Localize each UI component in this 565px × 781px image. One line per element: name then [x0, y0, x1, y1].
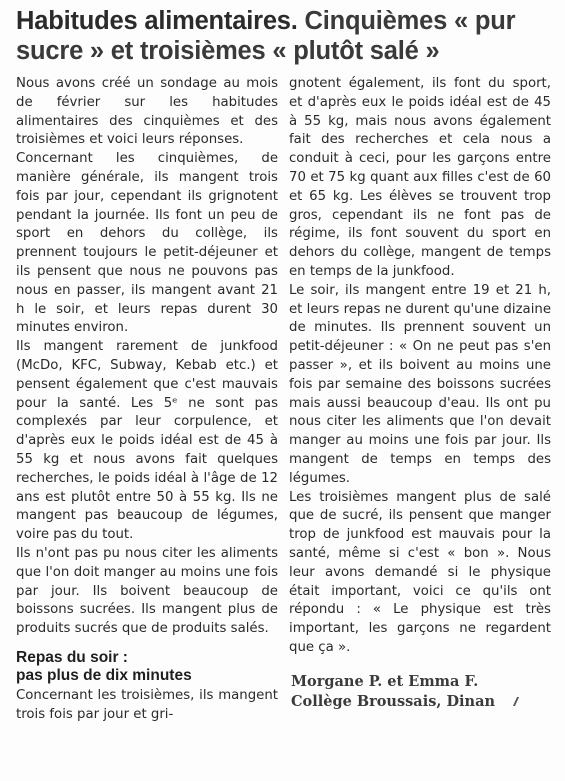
column-right: [289, 75, 551, 725]
pen-mark-icon: [503, 697, 519, 706]
headline-kicker: Habitudes alimentaires.: [16, 7, 298, 35]
signature-school-text: Collège Broussais, Dinan: [291, 692, 496, 710]
section-subhead: [16, 649, 278, 685]
paragraph-soir: Le soir, ils mangent entre 19 et 21 h, et leurs repas ne durent qu'une dizaine de minutes. Ils prennent souvent un petit-déjeuner : « On ne peut pas s'en passer », et ils boivent au moins une fois par semaine des boissons sucrées mais aussi beaucoup d'eau. Ils ont pu nous citer les aliments que l'on devait manger au moins une fois par jour. Ils mangent de temps en temps des légumes.: [289, 282, 551, 486]
paragraph-cinquiemes: Concernant les cinquièmes, de manière générale, ils mangent trois fois par jour, cependant ils grignotent pendant la journée. Ils font un peu de sport en dehors du collège, ils prennent toujours le petit-déjeuner et ils pensent que nous ne pouvons pas nous en passer, ils mangent avant 21 h le soir, et leurs repas durent 30 minutes environ.: [16, 151, 278, 336]
signature-authors: Morgane P. et Emma F.: [291, 672, 479, 690]
paragraph-aliments: Ils n'ont pas pu nous citer les aliments que l'on doit manger au moins une fois par jour. Ils boivent beaucoup de boissons sucrées. Ils mangent plus de produits sucrés que de produits salés.: [16, 545, 278, 637]
author-signature: [291, 672, 551, 712]
paragraph-troisiemes-start: Concernant les troisièmes, ils mangent trois fois par jour et gri-: [16, 687, 278, 722]
paragraph-troisiemes-continued: gnotent également, ils font du sport, et d'après eux le poids idéal est de 45 à 55 kg, mais nous avons également fait des recherches et cela nous a conduit à ceci, pour les garçons entre 70 et 75 kg quant aux filles c'est de 60 et 65 kg. Les élèves se trouvent trop gros, cependant ils ne font pas de régime, ils font souvent du sport en dehors du collège, mangent de temps en temps de la junkfood.: [289, 76, 551, 279]
article-columns: [16, 75, 551, 725]
article-headline: [16, 6, 551, 66]
paragraph-junkfood: Ils mangent rarement de junkfood (McDo, KFC, Subway, Kebab etc.) et pensent également que c'est mauvais pour la santé. Les 5ᵉ ne sont pas complexés par leur corpulence, et d'après eux le poids idéal est de 45 à 55 kg et nous avons fait quelques recherches, le poids idéal à l'âge de 12 ans est plutôt entre 50 à 55 kg. Ils ne mangent pas beaucoup de légumes, voire pas du tout.: [16, 339, 278, 543]
signature-school: [291, 692, 551, 712]
subhead-line-1: Repas du soir :: [16, 648, 128, 666]
paragraph-sale: Les troisièmes mangent plus de salé que de sucré, ils pensent que manger trop de junkfood est mauvais pour la santé, même si c'est « bon ». Nous leur avons demandé si le physique était important, voici ce qu'ils ont répondu : « Le physique est très important, les garçons ne regardent que ça ».: [289, 489, 551, 655]
intro-paragraph: Nous avons créé un sondage au mois de février sur les habitudes alimentaires des cinquièmes et des troisièmes et voici leurs réponses.: [16, 76, 278, 148]
column-left: [16, 75, 278, 725]
headline-main: Cinquièmes « pur sucre » et troisièmes « plutôt salé »: [16, 7, 516, 65]
subhead-line-2: pas plus de dix minutes: [16, 666, 192, 684]
